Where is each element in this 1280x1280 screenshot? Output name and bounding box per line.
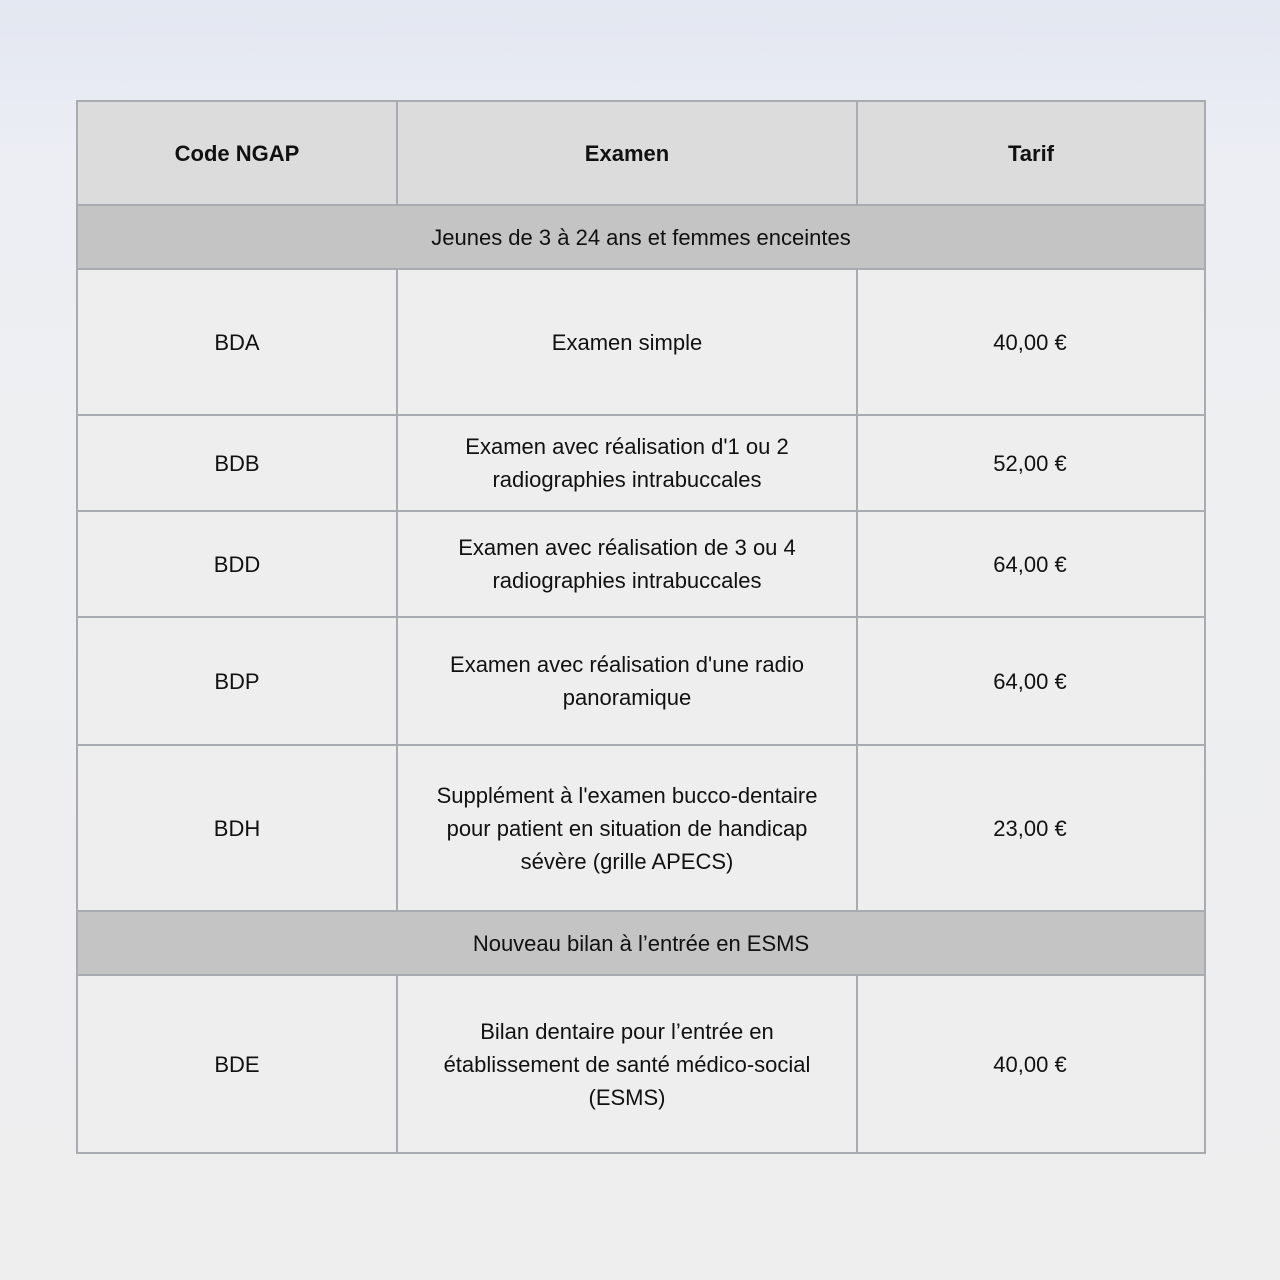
cell-exam: Examen avec réalisation d'1 ou 2 radiographies intrabuccales [397,415,857,511]
cell-exam: Supplément à l'examen bucco-dentaire pour patient en situation de handicap sévère (grille APECS) [397,745,857,911]
table-row [77,511,1205,617]
section-title: Jeunes de 3 à 24 ans et femmes enceintes [77,205,1205,269]
cell-exam: Examen avec réalisation d'une radio panoramique [397,617,857,745]
cell-price: 23,00 € [857,745,1205,911]
section-row-youth [77,205,1205,269]
cell-exam: Examen simple [397,269,857,415]
table-row [77,975,1205,1153]
cell-price: 52,00 € [857,415,1205,511]
cell-code: BDA [77,269,397,415]
section-row-esms [77,911,1205,975]
cell-code: BDB [77,415,397,511]
table-header-row [77,101,1205,205]
header-exam: Examen [397,101,857,205]
cell-code: BDD [77,511,397,617]
cell-exam: Bilan dentaire pour l’entrée en établissement de santé médico-social (ESMS) [397,975,857,1153]
cell-price: 64,00 € [857,511,1205,617]
cell-code: BDP [77,617,397,745]
header-code: Code NGAP [77,101,397,205]
cell-code: BDE [77,975,397,1153]
section-title: Nouveau bilan à l’entrée en ESMS [77,911,1205,975]
table-row [77,269,1205,415]
cell-price: 64,00 € [857,617,1205,745]
cell-price: 40,00 € [857,975,1205,1153]
tariff-table [76,100,1206,1154]
cell-price: 40,00 € [857,269,1205,415]
cell-exam: Examen avec réalisation de 3 ou 4 radiographies intrabuccales [397,511,857,617]
table-row [77,617,1205,745]
table-row [77,745,1205,911]
cell-code: BDH [77,745,397,911]
table-row [77,415,1205,511]
header-price: Tarif [857,101,1205,205]
tariff-table-container [76,100,1204,1154]
